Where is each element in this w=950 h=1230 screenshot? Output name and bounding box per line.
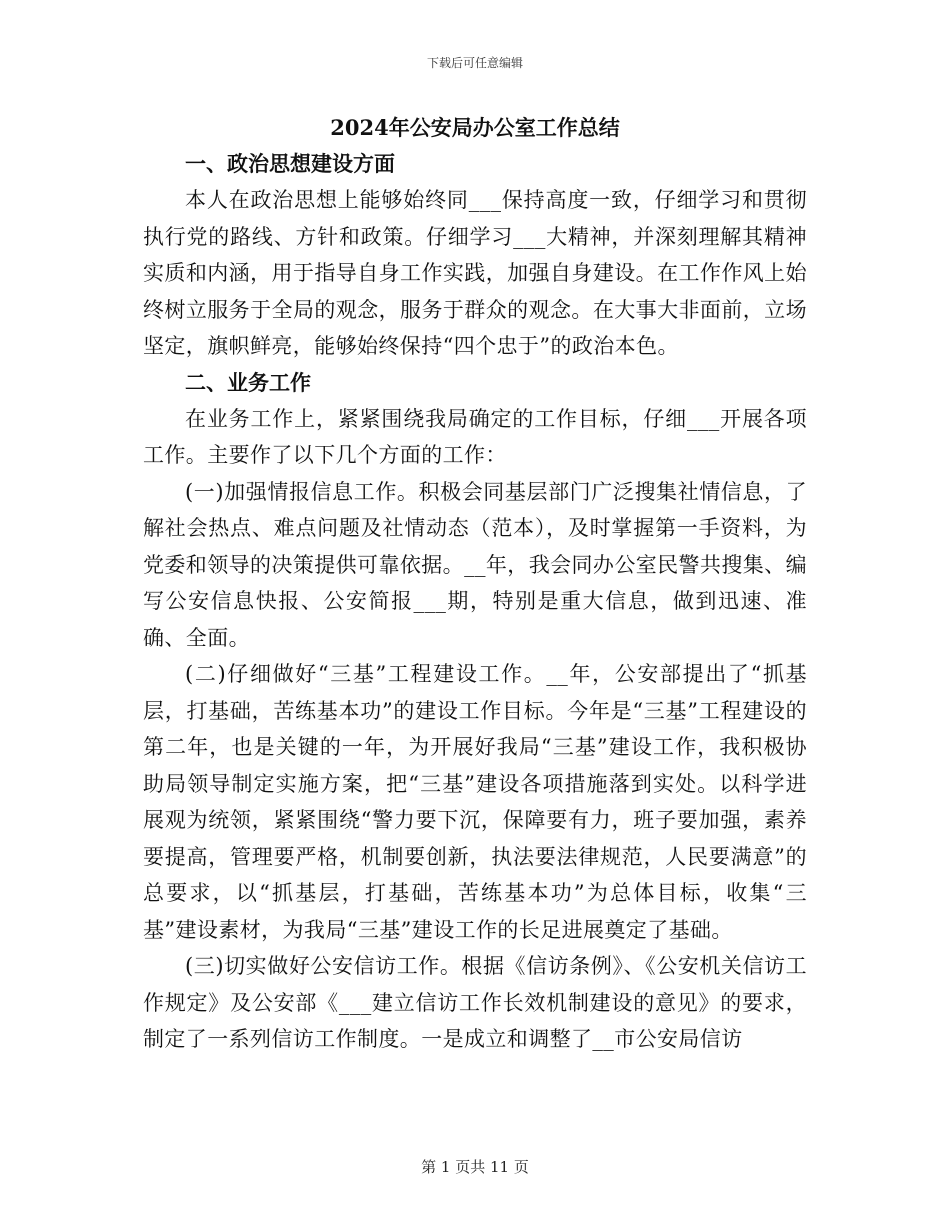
section-heading-business: 二、业务工作 xyxy=(185,369,311,395)
paragraph: 本人在政治思想上能够始终同___保持高度一致，仔细学习和贯彻执行党的路线、方针和政策。仔细学习___大精神，并深刻理解其精神实质和内涵，用于指导自身工作实践，加强自身建设。在工作作风上始终树立服务于全局的观念，服务于群众的观念。在大事大非面前，立场坚定，旗帜鲜亮，能够始终保持“四个忠于”的政治本色。 xyxy=(143,188,807,358)
paragraph: (三)切实做好公安信访工作。根据《信访条例》、《公安机关信访工作规定》及公安部《___建立信访工作长效机制建设的意见》的要求，制定了一系列信访工作制度。一是成立和调整了__市公安局信访 xyxy=(143,954,807,1051)
section-heading-political: 一、政治思想建设方面 xyxy=(185,151,395,176)
paragraph: 在业务工作上，紧紧围绕我局确定的工作目标，仔细___开展各项工作。主要作了以下几个方面的工作： xyxy=(143,406,807,467)
document-title: 2024年公安局办公室工作总结 xyxy=(330,115,620,140)
header-note: 下载后可任意编辑 xyxy=(426,56,523,70)
document-body xyxy=(143,110,807,1058)
page-footer: 第 1 页共 11 页 xyxy=(421,1158,529,1176)
paragraph: (二)仔细做好“三基”工程建设工作。__年，公安部提出了“抓基层，打基础，苦练基本功”的建设工作目标。今年是“三基”工程建设的第二年，也是关键的一年，为开展好我局“三基”建设工作，我积极协助局领导制定实施方案，把“三基”建设各项措施落到实处。以科学进展观为统领，紧紧围绕“警力要下沉，保障要有力，班子要加强，素养要提高，管理要严格，机制要创新，执法要法律规范，人民要满意”的总要求，以“抓基层，打基础，苦练基本功”为总体目标，收集“三基”建设素材，为我局“三基”建设工作的长足进展奠定了基础。 xyxy=(143,662,807,942)
paragraph: (一)加强情报信息工作。积极会同基层部门广泛搜集社情信息，了解社会热点、难点问题及社情动态（范本），及时掌握第一手资料，为党委和领导的决策提供可靠依据。__年，我会同办公室民警共搜集、编写公安信息快报、公安简报___期，特别是重大信息，做到迅速、准确、全面。 xyxy=(143,479,807,650)
